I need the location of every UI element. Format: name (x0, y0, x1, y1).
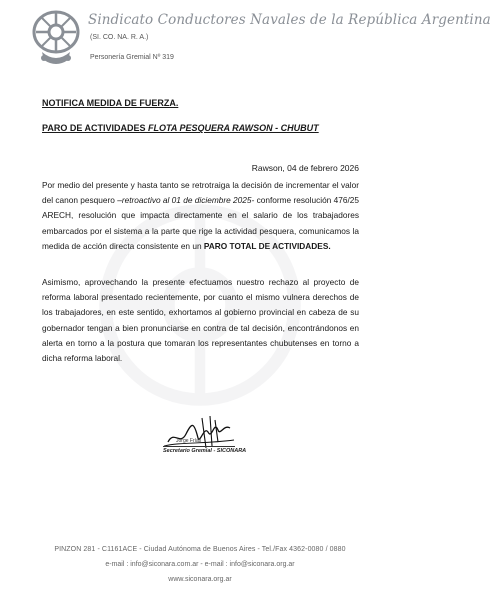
org-abbreviation: (SI. CO. NA. R. A.) (90, 34, 149, 41)
p1-part-1: Por medio del presente y hasta tanto se retrotraiga la decisión de incrementar el valor del canon pesquero (42, 180, 359, 206)
date-line: Rawson, 04 de febrero 2026 (251, 163, 359, 173)
org-personeria: Personería Gremial Nº 319 (90, 54, 174, 61)
paragraph-labor-reform: Asimismo, aprovechando la presente efectuamos nuestro rechazo al proyecto de reforma laboral presentado recientemente, por cuanto el mismo vulnera derechos de los trabajadores, en este sentido, exhortamos al gobierno provincial en cabeza de su gobernador tengan a bien pronunciarse en contra de tal decisión, encontrándonos en alerta en torno a la postura que tomaran los representantes chubutenses en torno a dicha reforma laboral. (42, 277, 359, 364)
p1-bold: PARO TOTAL DE ACTIVIDADES. (203, 240, 331, 251)
notice-title: NOTIFICA MEDIDA DE FUERZA. (42, 98, 179, 108)
signature-name-stamp: Jorge Frías (176, 438, 202, 444)
notice-subtitle (42, 123, 319, 133)
p1-part-2: conforme resolución 476/25 ARECH, resolución que impacta directamente en el salario de los trabajadores embarcados por el sistema a la parte que rige la actividad pesquera, comunicamos la medida de acción directa consistente en un (42, 195, 359, 251)
subtitle-emphasis: FLOTA PESQUERA RAWSON - CHUBUT (148, 123, 319, 133)
footer-emails: e-mail : info@siconara.com.ar - e-mail : info@siconara.org.ar (105, 561, 295, 568)
signature-role: Secretario Gremial - SICONARA (163, 448, 247, 454)
subtitle-prefix: PARO DE ACTIVIDADES (42, 123, 149, 133)
paragraph-strike-notice (42, 178, 359, 254)
signature-line (163, 446, 235, 447)
p1-italic: –retroactivo al 01 de diciembre 2025- (117, 195, 255, 206)
footer-address: PINZON 281 - C1161ACE - Ciudad Autónoma de Buenos Aires - Tel./Fax 4362-0080 / 0880 (54, 546, 346, 553)
footer-website: www.siconara.org.ar (168, 576, 232, 583)
union-emblem-icon (30, 8, 82, 68)
letterhead (0, 0, 491, 80)
org-name: Sindicato Conductores Navales de la República Argentina (88, 12, 491, 28)
